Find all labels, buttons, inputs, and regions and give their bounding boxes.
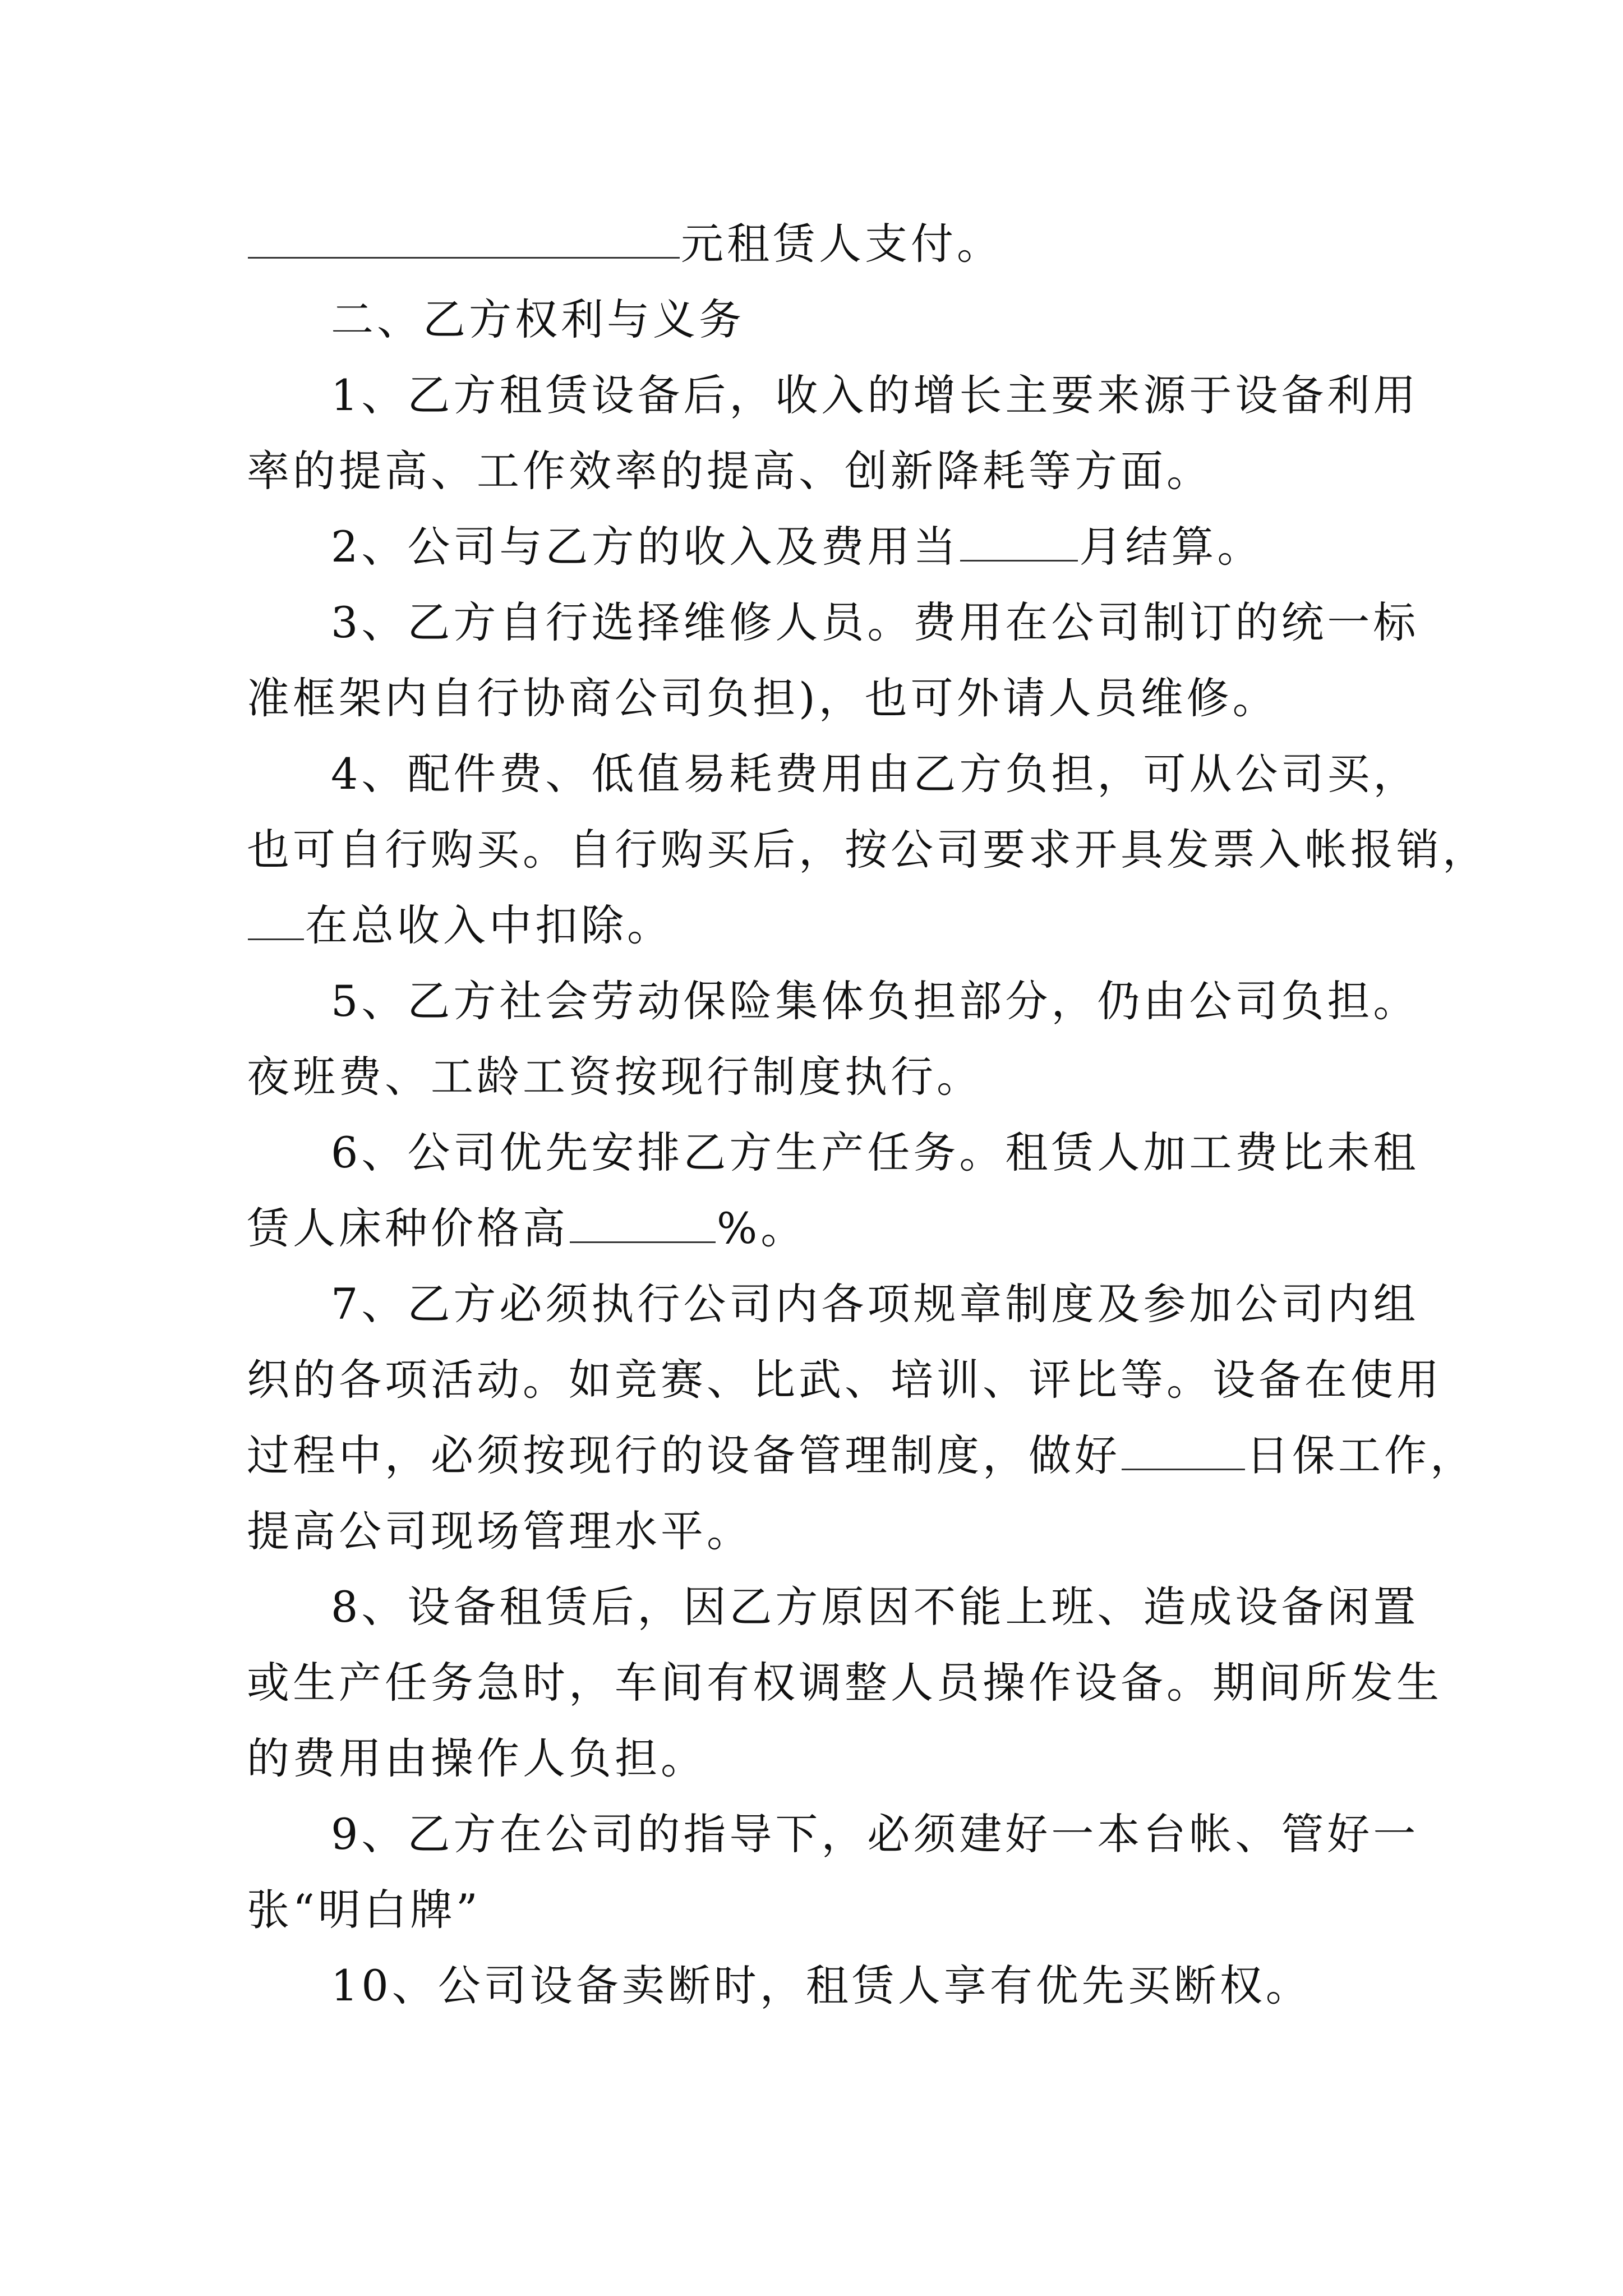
clause-8-line-2: 或生产任务急时，车间有权调整人员操作设备。期间所发生	[247, 1658, 1442, 1708]
clause-2-line	[331, 508, 1385, 586]
clause-8-line-1: 8、设备租赁后，因乙方原因不能上班、造成设备闲置	[331, 1582, 1419, 1632]
clause-6-text: 赁人床种价格高	[247, 1203, 569, 1253]
maintenance-blank	[1122, 1434, 1245, 1470]
clause-4-line-3	[247, 886, 1385, 965]
clause-4-line-1: 4、配件费、低值易耗费用由乙方负担，可从公司买，	[331, 749, 1419, 799]
clause-2-tail: 月结算。	[1079, 522, 1264, 572]
clause-2-text: 2、公司与乙方的收入及费用当	[331, 522, 960, 572]
clause-4-line-2: 也可自行购买。自行购买后，按公司要求开具发票入帐报销，	[247, 825, 1488, 875]
amount-blank	[248, 222, 680, 259]
clause-8-line-3: 的费用由操作人负担。	[247, 1733, 707, 1783]
clause-7-line-3	[247, 1416, 1476, 1495]
settlement-blank	[960, 525, 1078, 562]
clause-4-tail: 在总收入中扣除。	[305, 900, 673, 950]
clause-3-line-1: 3、乙方自行选择维修人员。费用在公司制订的统一标	[331, 597, 1419, 647]
clause-10-line: 10、公司设备卖断时，租赁人享有优先买断权。	[331, 1961, 1312, 2010]
section-heading: 二、乙方权利与义务	[331, 295, 745, 344]
clause-7-tail: 日保工作，	[1246, 1430, 1476, 1480]
clause-9-line-2: 张“明白牌”	[247, 1885, 481, 1935]
clause-1-line-1: 1、乙方租赁设备后，收入的增长主要来源于设备利用	[331, 370, 1419, 420]
clause-7-text: 过程中，必须按现行的设备管理制度，做好	[247, 1430, 1121, 1480]
clause-5-line-1: 5、乙方社会劳动保险集体负担部分，仍由公司负担。	[331, 976, 1419, 1026]
clause-1-line-2: 率的提高、工作效率的提高、创新降耗等方面。	[247, 446, 1212, 496]
clause-7-line-4: 提高公司现场管理水平。	[247, 1506, 753, 1556]
clause-3-line-2: 准框架内自行协商公司负担)，也可外请人员维修。	[247, 673, 1279, 723]
clause-6-tail: %。	[717, 1203, 807, 1253]
deduction-blank	[248, 904, 304, 940]
clause-5-line-2: 夜班费、工龄工资按现行制度执行。	[247, 1052, 983, 1102]
percent-blank	[570, 1207, 716, 1243]
clause-9-line-1: 9、乙方在公司的指导下，必须建好一本台帐、管好一	[331, 1809, 1419, 1859]
clause-7-line-1: 7、乙方必须执行公司内各项规章制度及参加公司内组	[331, 1279, 1419, 1329]
clause-6-line-2	[247, 1189, 1385, 1268]
payment-line	[247, 205, 1385, 283]
payment-text: 元租赁人支付。	[681, 219, 1003, 269]
clause-6-line-1: 6、公司优先安排乙方生产任务。租赁人加工费比未租	[331, 1128, 1419, 1177]
clause-7-line-2: 织的各项活动。如竞赛、比武、培训、评比等。设备在使用	[247, 1355, 1442, 1405]
